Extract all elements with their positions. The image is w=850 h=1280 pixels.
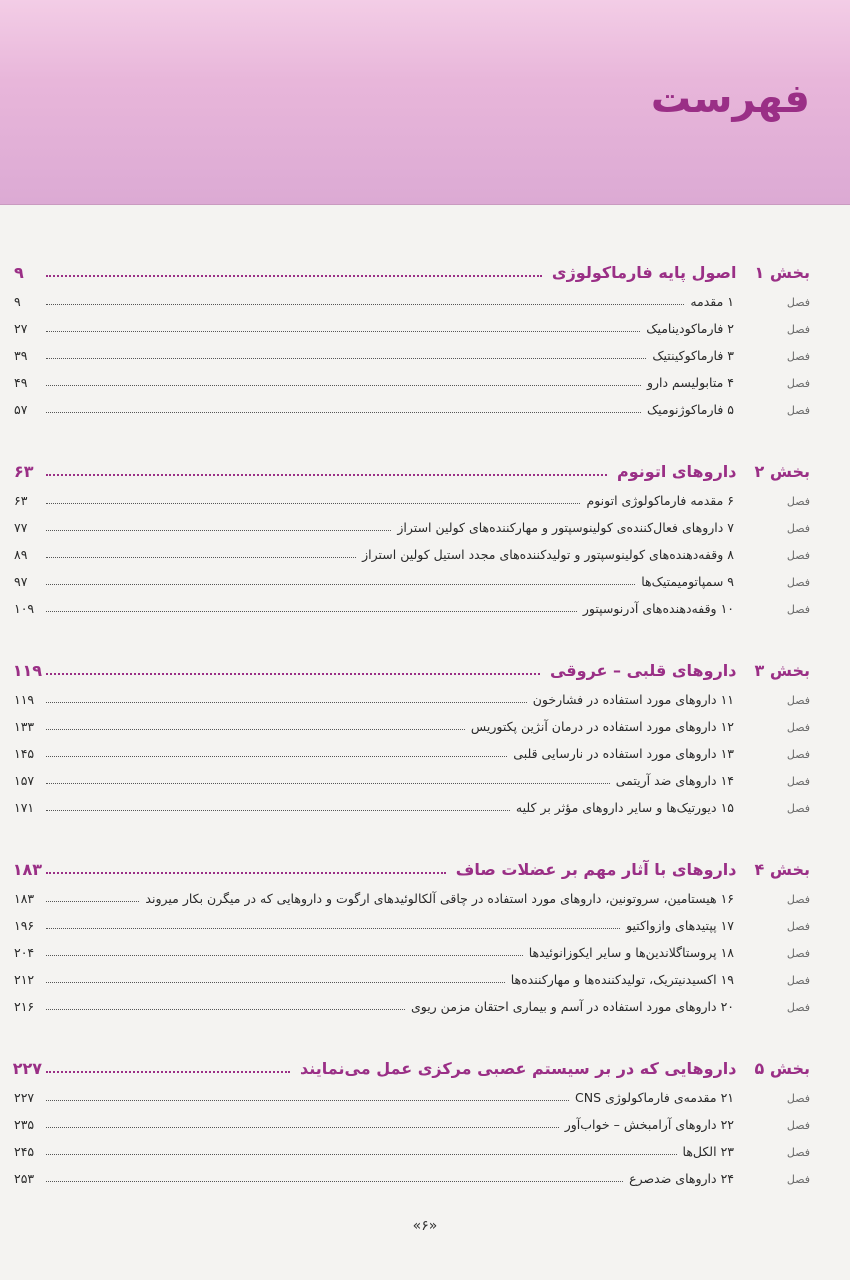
- chapter-row[interactable]: [14, 562, 810, 589]
- dot-leader: [46, 729, 465, 730]
- dot-leader: [46, 331, 640, 332]
- chapter-title: ۱۷ پپتیدهای وازواکتیو: [626, 918, 734, 933]
- chapter-page-number: ۴۹: [14, 375, 28, 390]
- section-title: داروهای با آثار مهم بر عضلات صاف: [455, 860, 737, 879]
- chapter-title: ۱۸ پروستاگلاندین‌ها و سایر ایکوزانوئیدها: [528, 945, 734, 960]
- section-title: داروهای اتونوم: [617, 462, 737, 481]
- dot-leader: [46, 530, 391, 531]
- section-page-number: ۱۱۹: [12, 661, 42, 680]
- chapter-page-number: ۸۹: [14, 547, 28, 562]
- dot-leader: [46, 1154, 677, 1155]
- chapter-row[interactable]: [14, 1105, 810, 1132]
- dot-leader: [46, 1127, 559, 1128]
- chapter-page-number: ۲۴۵: [14, 1144, 35, 1159]
- dot-leader: [46, 275, 542, 277]
- chapter-title: ۷ داروهای فعال‌کننده‌ی کولینوسپتور و مهارکننده‌های کولین استراز: [397, 520, 734, 535]
- chapter-row[interactable]: [14, 761, 810, 788]
- chapter-page-number: ۱۳۳: [14, 719, 35, 734]
- section-page-number: ۶۳: [14, 462, 34, 481]
- chapter-title: ۱۱ داروهای مورد استفاده در فشارخون: [532, 692, 734, 707]
- chapter-label: فصل: [786, 1092, 810, 1105]
- chapter-row[interactable]: [14, 906, 810, 933]
- dot-leader: [46, 1009, 405, 1010]
- dot-leader: [46, 901, 139, 902]
- dot-leader: [46, 928, 620, 929]
- chapter-title: ۸ وقفه‌دهنده‌های کولینوسپتور و تولیدکننده‌های مجدد استیل کولین استراز: [362, 547, 734, 562]
- dot-leader: [46, 756, 507, 757]
- chapter-page-number: ۷۷: [14, 520, 28, 535]
- chapter-page-number: ۳۹: [14, 348, 28, 363]
- chapter-label: فصل: [786, 748, 810, 761]
- chapter-title: ۶ مقدمه فارماکولوژی اتونوم: [586, 493, 734, 508]
- chapter-label: فصل: [786, 522, 810, 535]
- dot-leader: [46, 503, 580, 504]
- chapter-title: ۲۱ مقدمه‌ی فارماکولوژی CNS: [575, 1090, 734, 1105]
- dot-leader: [46, 982, 505, 983]
- chapter-title: ۱۵ دیورتیک‌ها و سایر داروهای مؤثر بر کلیه: [515, 800, 734, 815]
- chapter-row[interactable]: [14, 535, 810, 562]
- chapter-page-number: ۵۷: [14, 402, 28, 417]
- chapter-page-number: ۱۱۹: [14, 692, 35, 707]
- chapter-label: فصل: [786, 920, 810, 933]
- chapter-page-number: ۲۷: [14, 321, 28, 336]
- chapter-page-number: ۱۷۱: [14, 800, 35, 815]
- chapter-row[interactable]: [14, 390, 810, 417]
- section-page-number: ۹: [14, 263, 24, 282]
- chapter-page-number: ۱۸۳: [14, 891, 35, 906]
- chapter-row[interactable]: [14, 363, 810, 390]
- chapter-page-number: ۲۱۶: [14, 999, 35, 1014]
- chapter-label: فصل: [786, 323, 810, 336]
- chapter-label: فصل: [786, 1119, 810, 1132]
- chapter-page-number: ۲۵۳: [14, 1171, 35, 1186]
- toc-section: [14, 451, 810, 616]
- chapter-label: فصل: [786, 947, 810, 960]
- chapter-title: ۱۲ داروهای مورد استفاده در درمان آنژین پکتوریس: [470, 719, 734, 734]
- dot-leader: [46, 474, 607, 476]
- dot-leader: [46, 702, 527, 703]
- chapter-title: ۴ متابولیسم دارو: [646, 375, 734, 390]
- chapter-title: ۲۳ الکل‌ها: [682, 1144, 734, 1159]
- section-heading-row[interactable]: [14, 1048, 810, 1078]
- chapter-label: فصل: [786, 576, 810, 589]
- chapter-row[interactable]: [14, 336, 810, 363]
- chapter-title: ۲۴ داروهای ضدصرع: [629, 1171, 734, 1186]
- chapter-label: فصل: [786, 296, 810, 309]
- dot-leader: [46, 611, 577, 612]
- dot-leader: [46, 584, 635, 585]
- chapter-row[interactable]: [14, 589, 810, 616]
- header-band: [0, 0, 850, 205]
- chapter-row[interactable]: [14, 309, 810, 336]
- chapter-label: فصل: [786, 974, 810, 987]
- chapter-title: ۱ مقدمه: [690, 294, 734, 309]
- section-title: داروهایی که در بر سیستم عصبی مرکزی عمل می‌نمایند: [300, 1059, 737, 1078]
- chapter-title: ۹ سمپاتومیمتیک‌ها: [641, 574, 734, 589]
- chapter-title: ۱۶ هیستامین، سروتونین، داروهای مورد استفاده در چاقی آلکالوئیدهای ارگوت و داروهایی که در میگرن بکار میروند: [145, 891, 734, 906]
- chapter-row[interactable]: [14, 879, 810, 906]
- chapter-title: ۲۰ داروهای مورد استفاده در آسم و بیماری احتقان مزمن ریوی: [410, 999, 734, 1014]
- chapter-page-number: ۲۰۴: [14, 945, 35, 960]
- section-heading-row[interactable]: [14, 650, 810, 680]
- chapter-page-number: ۱۰۹: [14, 601, 35, 616]
- chapter-page-number: ۲۲۷: [14, 1090, 35, 1105]
- toc-section: [14, 252, 810, 417]
- dot-leader: [46, 1181, 623, 1182]
- section-heading-row[interactable]: [14, 849, 810, 879]
- section-number: بخش ۵: [754, 1059, 810, 1078]
- chapter-label: فصل: [786, 1146, 810, 1159]
- chapter-row[interactable]: [14, 734, 810, 761]
- dot-leader: [46, 955, 523, 956]
- section-title: اصول پایه فارماکولوژی: [551, 263, 737, 282]
- chapter-label: فصل: [786, 802, 810, 815]
- chapter-label: فصل: [786, 1001, 810, 1014]
- chapter-page-number: ۱۵۷: [14, 773, 35, 788]
- chapter-title: ۱۹ اکسیدنیتریک، تولیدکننده‌ها و مهارکننده‌ها: [510, 972, 734, 987]
- dot-leader: [46, 673, 540, 675]
- chapter-label: فصل: [786, 495, 810, 508]
- section-title: داروهای قلبی – عروقی: [549, 661, 737, 680]
- section-page-number: ۱۸۳: [12, 860, 42, 879]
- chapter-row[interactable]: [14, 707, 810, 734]
- chapter-title: ۱۴ داروهای ضد آریتمی: [615, 773, 734, 788]
- toc-section: [14, 650, 810, 815]
- chapter-row[interactable]: [14, 282, 810, 309]
- dot-leader: [46, 810, 510, 811]
- dot-leader: [46, 783, 610, 784]
- dot-leader: [46, 1071, 290, 1073]
- section-number: بخش ۳: [754, 661, 810, 680]
- chapter-label: فصل: [786, 404, 810, 417]
- chapter-page-number: ۹۷: [14, 574, 28, 589]
- chapter-label: فصل: [786, 694, 810, 707]
- section-page-number: ۲۲۷: [12, 1059, 42, 1078]
- chapter-row[interactable]: [14, 680, 810, 707]
- dot-leader: [46, 872, 446, 874]
- chapter-page-number: ۲۱۲: [14, 972, 35, 987]
- chapter-label: فصل: [786, 350, 810, 363]
- chapter-page-number: ۶۳: [14, 493, 28, 508]
- chapter-title: ۱۰ وقفه‌دهنده‌های آدرنوسپتور: [582, 601, 734, 616]
- chapter-title: ۵ فارماکوژنومیک: [646, 402, 734, 417]
- dot-leader: [46, 557, 356, 558]
- section-number: بخش ۱: [754, 263, 810, 282]
- chapter-label: فصل: [786, 603, 810, 616]
- chapter-label: فصل: [786, 721, 810, 734]
- chapter-label: فصل: [786, 893, 810, 906]
- chapter-page-number: ۱۹۶: [14, 918, 35, 933]
- toc-section: [14, 1048, 810, 1186]
- chapter-row[interactable]: [14, 933, 810, 960]
- page-number: «۶»: [412, 1218, 438, 1234]
- chapter-row[interactable]: [14, 960, 810, 987]
- chapter-row[interactable]: [14, 1132, 810, 1159]
- chapter-row[interactable]: [14, 481, 810, 508]
- chapter-label: فصل: [786, 377, 810, 390]
- chapter-row[interactable]: [14, 987, 810, 1014]
- dot-leader: [46, 358, 646, 359]
- chapter-row[interactable]: [14, 1159, 810, 1186]
- chapter-label: فصل: [786, 549, 810, 562]
- chapter-row[interactable]: [14, 788, 810, 815]
- chapter-label: فصل: [786, 775, 810, 788]
- chapter-title: ۲۲ داروهای آرامبخش – خواب‌آور: [564, 1117, 734, 1132]
- table-of-contents: [14, 252, 810, 1220]
- section-number: بخش ۴: [754, 860, 810, 879]
- section-heading-row[interactable]: [14, 252, 810, 282]
- chapter-row[interactable]: [14, 508, 810, 535]
- toc-section: [14, 849, 810, 1014]
- section-heading-row[interactable]: [14, 451, 810, 481]
- page-title: فهرست: [650, 76, 810, 122]
- chapter-title: ۳ فارماکوکینتیک: [652, 348, 734, 363]
- chapter-row[interactable]: [14, 1078, 810, 1105]
- chapter-title: ۲ فارماکودینامیک: [646, 321, 734, 336]
- dot-leader: [46, 385, 641, 386]
- dot-leader: [46, 412, 641, 413]
- chapter-label: فصل: [786, 1173, 810, 1186]
- chapter-title: ۱۳ داروهای مورد استفاده در نارسایی قلبی: [513, 746, 734, 761]
- dot-leader: [46, 304, 684, 305]
- dot-leader: [46, 1100, 569, 1101]
- chapter-page-number: ۹: [14, 294, 21, 309]
- chapter-page-number: ۱۴۵: [14, 746, 35, 761]
- section-number: بخش ۲: [754, 462, 810, 481]
- chapter-page-number: ۲۳۵: [14, 1117, 35, 1132]
